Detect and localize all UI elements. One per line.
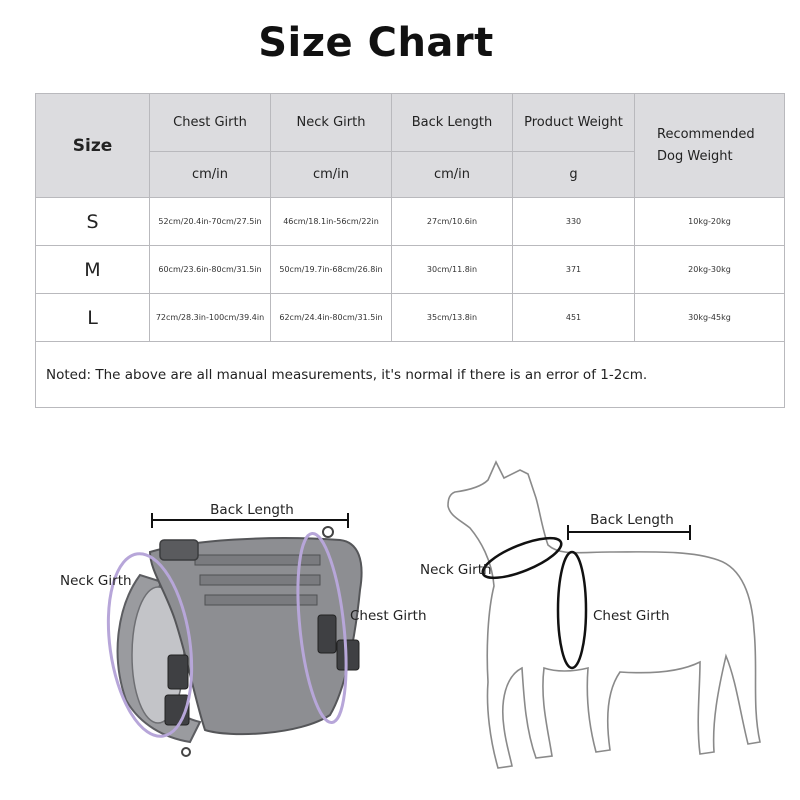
size-label: L — [36, 294, 150, 342]
dog-back-length-label: Back Length — [590, 512, 674, 528]
harness-neck-girth-label: Neck Girth — [60, 573, 132, 589]
product-weight-unit: g — [513, 152, 635, 198]
product-weight-value: 330 — [513, 198, 635, 246]
measurement-note: Noted: The above are all manual measurements, it's normal if there is an error of 1-2cm. — [36, 342, 785, 408]
neck-girth-value: 62cm/24.4in-80cm/31.5in — [271, 294, 392, 342]
harness-back-length-label: Back Length — [210, 502, 294, 518]
neck-girth-value: 50cm/19.7in-68cm/26.8in — [271, 246, 392, 294]
size-label: M — [36, 246, 150, 294]
product-weight-header: Product Weight — [513, 94, 635, 152]
back-length-value: 27cm/10.6in — [392, 198, 513, 246]
chest-girth-value: 52cm/20.4in-70cm/27.5in — [150, 198, 271, 246]
back-length-unit: cm/in — [392, 152, 513, 198]
neck-girth-value: 46cm/18.1in-56cm/22in — [271, 198, 392, 246]
chest-girth-value: 72cm/28.3in-100cm/39.4in — [150, 294, 271, 342]
dog-chest-girth-label: Chest Girth — [593, 608, 670, 624]
measurement-diagram — [0, 420, 800, 800]
dog-neck-girth-label: Neck Girth — [420, 562, 492, 578]
size-table — [35, 93, 785, 408]
chest-girth-unit: cm/in — [150, 152, 271, 198]
size-header: Size — [36, 94, 150, 198]
dog-weight-value: 30kg-45kg — [635, 294, 785, 342]
dog-chest-ring-icon — [558, 552, 586, 668]
neck-girth-header: Neck Girth — [271, 94, 392, 152]
back-length-value: 30cm/11.8in — [392, 246, 513, 294]
recommended-line-2: Dog Weight — [657, 148, 733, 164]
chest-girth-header: Chest Girth — [150, 94, 271, 152]
product-weight-value: 371 — [513, 246, 635, 294]
recommended-weight-header — [635, 94, 785, 198]
back-length-header: Back Length — [392, 94, 513, 152]
chest-girth-value: 60cm/23.6in-80cm/31.5in — [150, 246, 271, 294]
harness-chest-girth-label: Chest Girth — [350, 608, 427, 624]
table-row — [36, 294, 785, 342]
recommended-line-1: Recommended — [657, 126, 755, 142]
table-row — [36, 198, 785, 246]
dog-illustration — [420, 462, 760, 768]
harness-illustration — [60, 502, 427, 756]
dog-weight-value: 20kg-30kg — [635, 246, 785, 294]
neck-girth-unit: cm/in — [271, 152, 392, 198]
table-row — [36, 246, 785, 294]
back-length-value: 35cm/13.8in — [392, 294, 513, 342]
product-weight-value: 451 — [513, 294, 635, 342]
dog-weight-value: 10kg-20kg — [635, 198, 785, 246]
size-label: S — [36, 198, 150, 246]
page-title: Size Chart — [258, 20, 494, 66]
